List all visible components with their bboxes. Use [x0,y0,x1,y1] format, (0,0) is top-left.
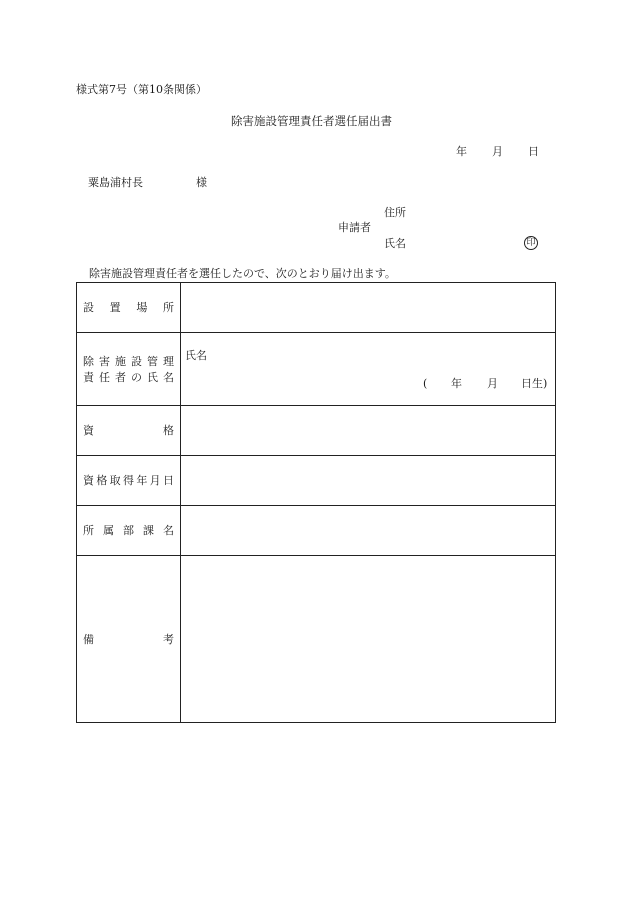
row-label: 設 置 場 所 [83,301,174,314]
value-cell[interactable] [181,283,555,332]
value-cell[interactable] [181,456,555,505]
label-cell [77,283,181,332]
addressee-honorific: 様 [196,176,207,189]
value-cell[interactable] [181,333,555,405]
table-row-location [77,283,555,333]
birth-month: 月 [487,377,498,390]
table-row-department [77,506,555,556]
birth-day: 日生) [521,377,548,390]
row-label: 備 考 [83,633,174,646]
form-number: 様式第7号（第10条関係） [76,83,207,96]
table-row-remarks [77,556,555,722]
intro-text: 除害施設管理責任者を選任したので、次のとおり届け出ます。 [89,267,396,280]
date-year: 年 [456,145,467,158]
label-cell [77,406,181,455]
row-label: 資 格 [83,424,174,437]
table-row-qualification-date [77,456,555,506]
row-label: 所 属 部 課 名 [83,524,174,537]
manager-name-label: 氏名 [185,349,207,362]
label-cell [77,506,181,555]
label-cell [77,456,181,505]
date-day: 日 [528,145,539,158]
value-cell[interactable] [181,506,555,555]
birth-open-paren: ( [423,377,428,390]
applicant-address-label: 住所 [384,206,406,219]
value-cell[interactable] [181,556,555,722]
label-cell [77,333,181,405]
form-table [76,282,556,723]
birth-year: 年 [451,377,462,390]
row-label: 資 格 取 得 年 月 日 [83,474,174,487]
row-label-line1: 除 害 施 設 管 理 [83,355,174,368]
applicant-label: 申請者 [338,221,371,234]
seal-mark: 印 [524,236,538,250]
row-label-line2: 責 任 者 の 氏 名 [83,371,174,384]
table-row-manager-name [77,333,555,406]
label-cell [77,556,181,722]
table-row-qualification [77,406,555,456]
document-title: 除害施設管理責任者選任届出書 [231,114,392,128]
date-month: 月 [492,145,503,158]
applicant-name-label: 氏名 [384,237,406,250]
value-cell[interactable] [181,406,555,455]
addressee-name: 粟島浦村長 [88,176,143,189]
